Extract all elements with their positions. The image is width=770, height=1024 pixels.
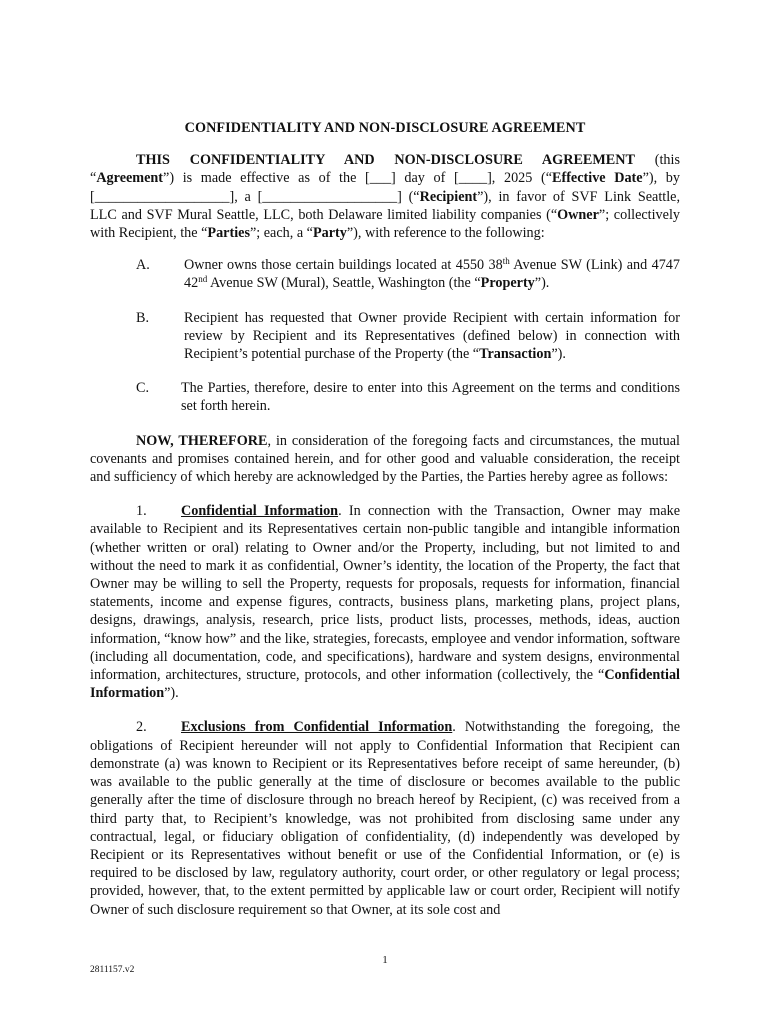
document-body — [90, 119, 680, 935]
defined-term-confidential-information: Confidential Information — [90, 667, 680, 702]
section-1: 1. Confidential Information. In connection with the Transaction, Owner may make available to Recipient and its Representatives certain non-public tangible and intangible information (whether written or oral) relating to Owner and/or the Property, including, but not limited to and without the need to mark it as confidential, Owner’s identity, the location of the Property, the fact that Owner may be willing to sell the Property, requests for proposals, requests for information, financial statements, income and expense figures, contracts, business plans, marketing plans, project plans, designs, drawings, analysis, research, price lists, product lists, processes, methods, ideas, auction information, “know how” and the like, strategies, forecasts, employee and vendor information, software (including all documentation, code, and specifications), hardware and system designs, environmental information, architectures, structure, protocols, and other information (collectively, the “Confidential Information”). — [90, 503, 681, 702]
recital-a: A. Owner owns those certain buildings located at 4550 38th Avenue SW (Link) and 4747 42nd Avenue SW (Mural), Seattle, Washington (the “Property”). — [136, 256, 680, 292]
section-2: 2. Exclusions from Confidential Information. Notwithstanding the foregoing, the obligations of Recipient hereunder will not apply to Confidential Information that Recipient can demonstrate (a) was known to Recipient or its Representatives before receipt of same hereunder, (b) was available to the public generally at the time of disclosure or becomes available to the public generally after the time of disclosure through no breach hereof by Recipient, (c) was received from a third party that, to Recipient’s knowledge, was not prohibited from disclosing same under any contractual, legal, or fiduciary obligation of confidentiality, (d) independently was developed by Recipient or its Representatives without benefit or use of the Confidential Information, or (e) is required to be disclosed by law, regulatory authority, court order, or other regulatory or legal process; provided, however, that, to the extent permitted by applicable law or court order, Recipient will notify Owner of such disclosure requirement so that Owner, at its sole cost and — [90, 719, 680, 918]
recital-label: B. — [136, 309, 150, 326]
page-number: 1 — [382, 954, 388, 966]
now-therefore-lead: NOW, THEREFORE — [136, 432, 268, 449]
recital-b: B. Recipient has requested that Owner provide Recipient with certain information for review by Recipient and its Representatives (defined below) in connection with Recipient’s potential purchase of the Property (the “Transaction”). — [136, 309, 680, 363]
intro-lead: THIS CONFIDENTIALITY AND NON-DISCLOSURE AGREEMENT — [136, 152, 635, 169]
section-heading: Exclusions from Confidential Information — [181, 719, 453, 736]
defined-term-agreement: Agreement — [96, 170, 164, 187]
defined-term-property: Property — [480, 275, 535, 292]
defined-term-parties: Parties — [207, 225, 250, 242]
document-title: CONFIDENTIALITY AND NON-DISCLOSURE AGREEMENT — [184, 120, 586, 136]
defined-term-recipient: Recipient — [419, 188, 478, 205]
now-therefore-paragraph: NOW, THEREFORE, in consideration of the foregoing facts and circumstances, the mutual covenants and promises contained herein, and for other good and valuable consideration, the receipt and sufficiency of which hereby are acknowledged by the Parties, the Parties hereby agree as follows: — [90, 432, 680, 486]
document-id: 2811157.v2 — [90, 965, 135, 975]
recital-label: C. — [136, 380, 150, 397]
section-heading: Confidential Information — [181, 503, 339, 520]
defined-term-party: Party — [312, 225, 347, 242]
defined-term-effective-date: Effective Date — [552, 170, 643, 187]
section-number: 2. — [136, 719, 147, 736]
intro-paragraph: THIS CONFIDENTIALITY AND NON-DISCLOSURE AGREEMENT (this “Agreement”) is made effective as of the [___] day of [____], 2025 (“Effective Date”), by [___________________], a [___________________] (“Recipient”), in favor of SVF Link Seattle, LLC and SVF Mural Seattle, LLC, both Delaware limited liability companies (“Owner”; collectively with Recipient, the “Parties”; each, a “Party”), with reference to the following: — [90, 152, 680, 242]
recital-c: C. The Parties, therefore, desire to enter into this Agreement on the terms and conditions set forth herein. — [136, 380, 680, 415]
defined-term-transaction: Transaction — [479, 346, 552, 363]
defined-term-owner: Owner — [557, 206, 599, 223]
recital-label: A. — [136, 257, 150, 274]
section-number: 1. — [136, 503, 147, 520]
